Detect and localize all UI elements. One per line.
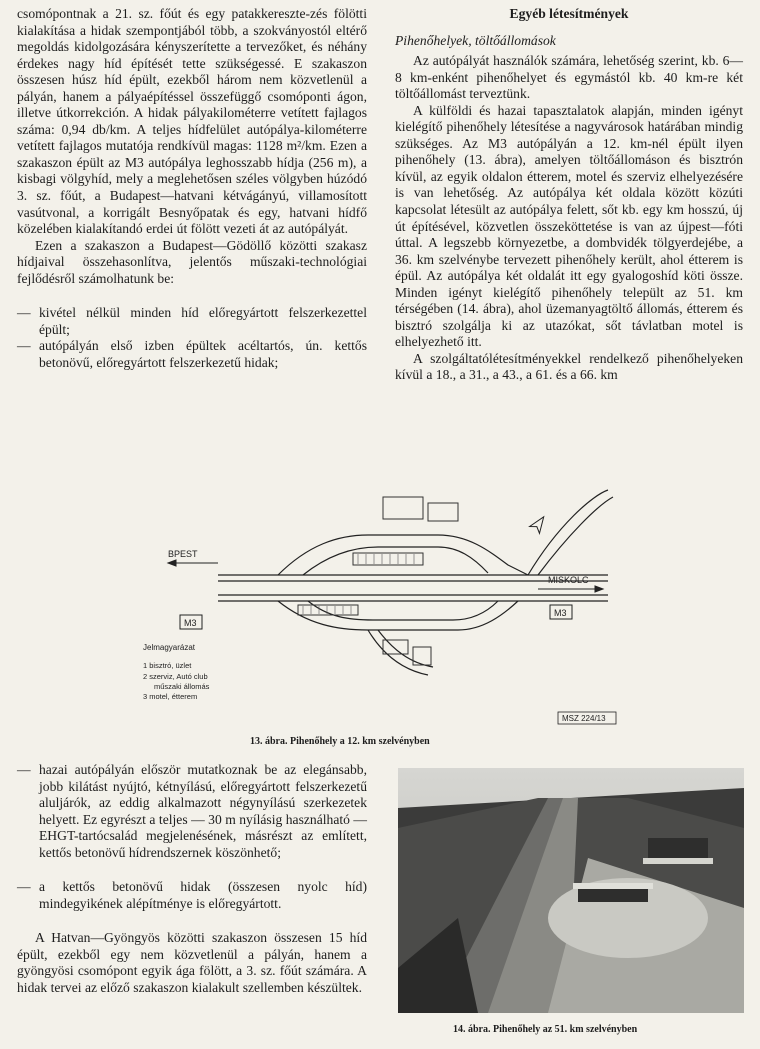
right-column-top xyxy=(395,6,743,384)
figure-code: MSZ 224/13 xyxy=(562,714,606,723)
paragraph: csomópontnak a 21. sz. főút és egy patakkereszte-zés fölötti kialakítása a hidak szempontjából több, a szokványostól eltérő megoldás kidolgozására kényszerítette a tervezőket, és néhány érdekes nagy híd építését tette szükségessé. E szakaszon összesen húsz híd épült, ezekből három nem közvetlenül a pályán, hanem a pályaépítéssel összefüggő csomóponti ágon, illetve útkorrekción. A hidak pályakilométerre vetített fajlagos száma: 0,94 db/km. A teljes hídfelület autópálya-kilométerre vetített fajlagos mutatója rendkívül magas: 1128 m²/km. Ezen a szakaszon épült az M3 autópálya leghosszabb hídja (256 m), a kisbagi völgyhíd, mely a meglehetősen széles völgyben húzódó 3. sz. főút, a Budapest—hatvani kétvágányú, villamosított vasútvonal, a korrigált Besnyőpatak és egy, hatvani hídfő közelében kialakítandó erdei út fölött vezeti át az autópályát. xyxy=(17,6,367,237)
label-miskolc: MISKOLC xyxy=(548,575,589,585)
svg-text:3 motel, étterem: 3 motel, étterem xyxy=(143,692,198,701)
section-title: Egyéb létesítmények xyxy=(509,6,629,21)
figure-14-caption: 14. ábra. Pihenőhely az 51. km szelvényben xyxy=(453,1024,638,1035)
rest-area-photo xyxy=(398,768,744,1013)
svg-text:2 szerviz, Autó club: 2 szerviz, Autó club xyxy=(143,672,208,681)
m3-badge-right: M3 xyxy=(554,608,567,618)
north-arrow-icon xyxy=(530,513,549,533)
list-item: — hazai autópályán először mutatkoznak be az elegánsabb, jobb kilátást nyújtó, kétnyílású, előregyártott felszerkezetű aluljárók, az eddig alkalmazott négynyílású szerkezetek helyett. Ez egyrészt a teljes — 30 m nyílásig használható — EHGT-tartócsalád megjelenésének, másrészt az említett, kettős betonövű hídrendszernek köszönhető; xyxy=(17,762,367,860)
paragraph: Az autópályát használók számára, lehetőség szerint, kb. 6—8 km-enként pihenőhelyet és egymástól kb. 40 km-re két töltőállomást terveztünk. xyxy=(395,53,743,102)
figure-13-caption: 13. ábra. Pihenőhely a 12. km szelvényben xyxy=(250,736,430,747)
list-item: — kivétel nélkül minden híd előregyártott felszerkezettel épült; xyxy=(17,305,367,337)
label-bpest: BPEST xyxy=(168,549,198,559)
m3-badge-left: M3 xyxy=(184,618,197,628)
subsection-title: Pihenőhelyek, töltőállomások xyxy=(395,32,556,48)
paragraph: A szolgáltatólétesítményekkel rendelkező pihenőhelyeken kívül a 18., a 31., a 43., a 61. és a 66. km xyxy=(395,350,743,383)
left-column-bottom xyxy=(17,762,367,997)
svg-text:műszaki állomás: műszaki állomás xyxy=(154,682,210,691)
paragraph: A Hatvan—Gyöngyös közötti szakaszon összesen 15 híd épült, ezekből egy nem közvetlenül a pályán, hanem a gyöngyösi csomópont egyik ága fölött, a 3. sz. főút számára. A hidak tervei az előző szakaszon kialakult szellemben készültek. xyxy=(17,930,367,996)
left-column-top xyxy=(17,6,367,371)
paragraph: A külföldi és hazai tapasztalatok alapján, minden igényt kielégítő pihenőhely létesítése a nagyvárosok határában mindig szükséges. Az M3 autópályán a 12. km-nél épült ilyen pihenőhely (13. ábra), amelyen töltőállomáson és bisztrón kívül, az egyik oldalon étterem, motel és szerviz elhelyezésére is van lehetőség. Az autópálya két oldala között közúti kapcsolat létesült az autópálya felett, sőt kb. egy km hosszú, új út építésével, közvetlen összeköttetése is van az újpest—fóti úttal. A legszebb környezetbe, a dombvidék tölgyerdejébe, a 36. km szelvénybe tervezett pihenőhely került, ahol étterem is épül. Az autópálya két oldalát itt egy gyalogoshíd köti össze. Minden igényt kielégítő pihenőhely települt az 51. km térségében (14. ábra), ahol üzemanyagtöltő állomás, étterem és bisztró szolgálja ki az utazókat, sőt távlatban motel is elhelyezhető itt. xyxy=(395,102,743,350)
figure-legend xyxy=(143,643,210,701)
svg-text:Jelmagyarázat: Jelmagyarázat xyxy=(143,643,196,652)
paragraph: Ezen a szakaszon a Budapest—Gödöllő közötti szakasz hídjaival összehasonlítva, jelentős műszaki-technológiai fejlődésről számolhatunk be: xyxy=(17,237,367,286)
svg-text:1 bisztró, üzlet: 1 bisztró, üzlet xyxy=(143,661,192,670)
rest-area-plan-figure xyxy=(138,465,638,740)
list-item: — autópályán első izben épültek acéltartós, ún. kettős betonövű, előregyártott felszerkezetű hidak; xyxy=(17,338,367,370)
list-item: — a kettős betonövű hidak (összesen nyolc híd) mindegyikének alépítménye is előregyártott. xyxy=(17,879,367,911)
